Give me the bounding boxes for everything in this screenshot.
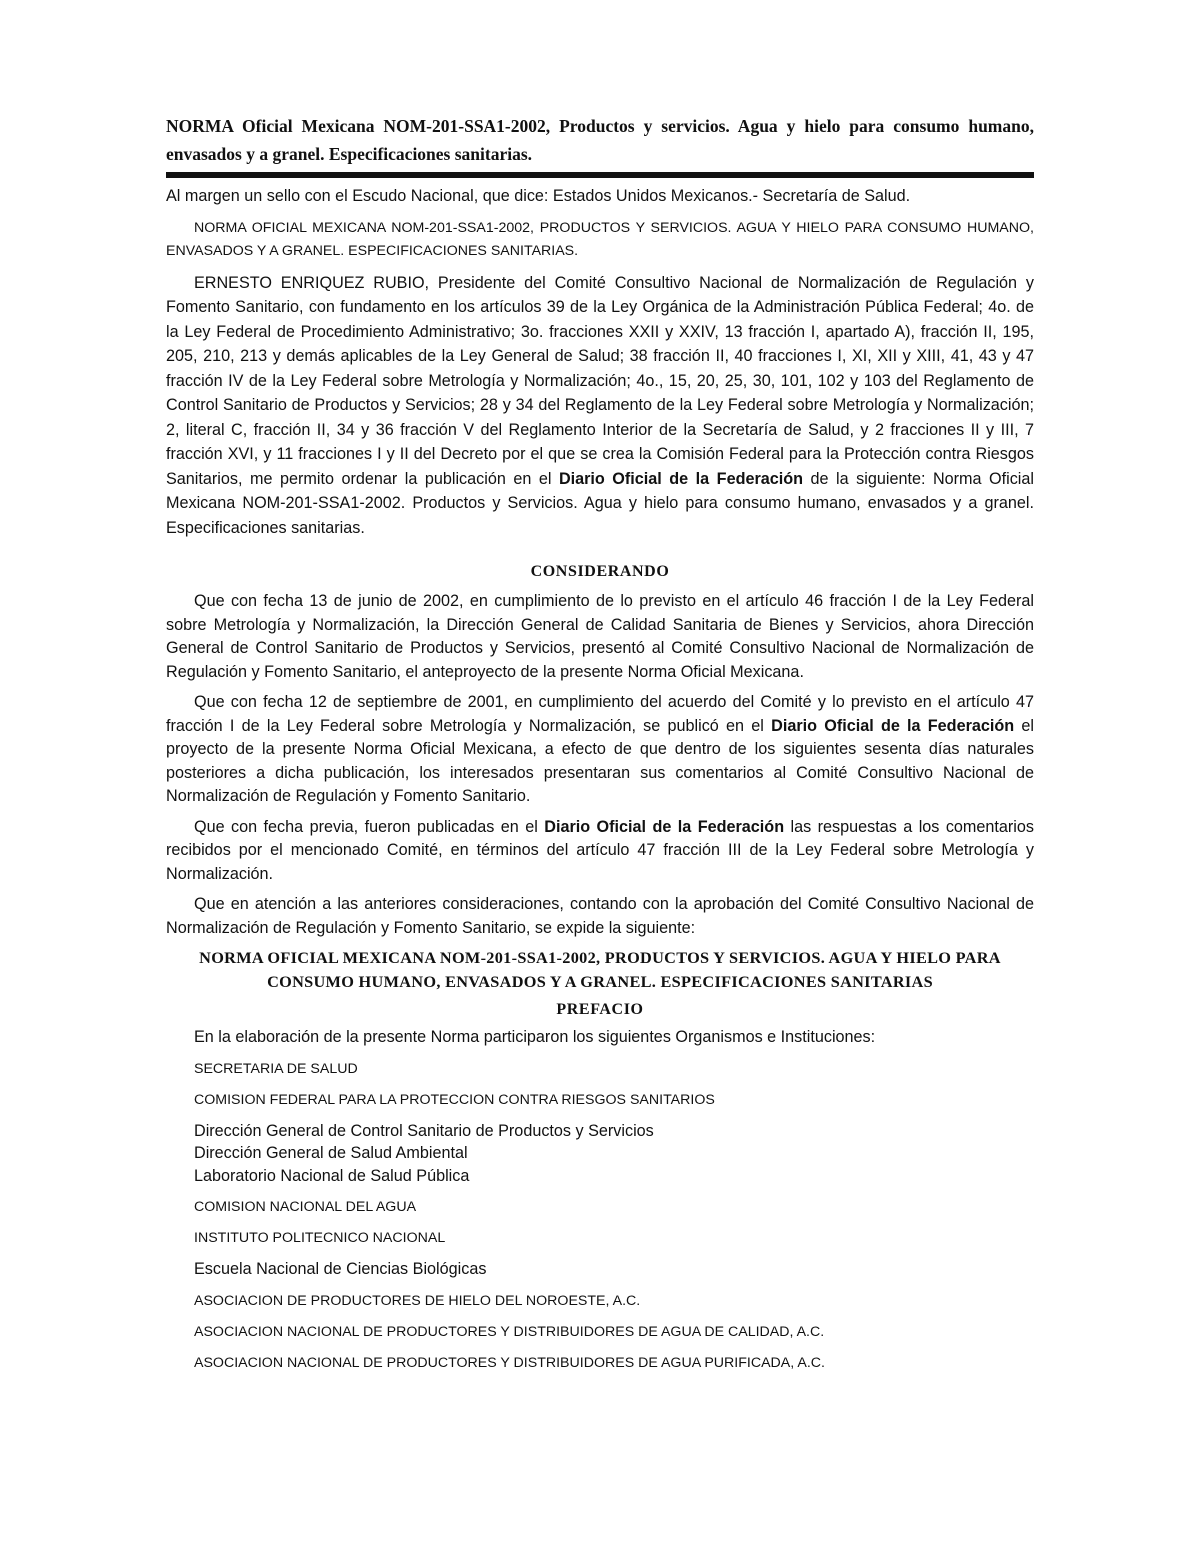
cofepris-subunits — [166, 1120, 1034, 1188]
considerando-p2 — [166, 691, 1034, 809]
considerando-p3 — [166, 816, 1034, 887]
org-ssa: SECRETARIA DE SALUD — [194, 1060, 358, 1077]
considerando-p2-text-a: Que con fecha 12 de septiembre de 2001, en cumplimiento del acuerdo del Comité y lo previsto en el artículo 47 fracción I de la Ley Federal sobre Metrología y Normalización, se publicó en el — [166, 693, 1034, 735]
intro-text-b: de la siguiente: Norma Oficial Mexicana NOM-201-SSA1-2002. Productos y Servicios. Agua y hielo para consumo humano, envasados y a granel. Especificaciones sanitarias. — [166, 469, 1034, 537]
considerando-p2-text-b: el proyecto de la presente Norma Oficial Mexicana, a efecto de que dentro de los siguientes sesenta días naturales posteriores a dicha publicación, los interesados presentaran sus comentarios al Comité Consultivo Nacional de Normalización de Regulación y Fomento Sanitario. — [166, 716, 1034, 805]
prefacio-intro: En la elaboración de la presente Norma participaron los siguientes Organismos e Instituciones: — [194, 1028, 876, 1046]
considerando-p1: Que con fecha 13 de junio de 2002, en cumplimiento de lo previsto en el artículo 46 fracción I de la Ley Federal sobre Metrología y Normalización, la Dirección General de Calidad Sanitaria de Bienes y Servicios, ahora Dirección General de Control Sanitario de Productos y Servicios, presentó al Comité Consultivo Nacional de Normalización de Regulación y Fomento Sanitario, el anteproyecto de la presente Norma Oficial Mexicana. — [166, 592, 1034, 681]
intro-paragraph — [166, 271, 1034, 541]
org-dg-control: Dirección General de Control Sanitario de Productos y Servicios — [194, 1121, 654, 1140]
norm-heading — [166, 946, 1034, 994]
document-title: NORMA Oficial Mexicana NOM-201-SSA1-2002, Productos y servicios. Agua y hielo para consumo humano, envasados y a granel. Especificaciones sanitarias. — [166, 116, 1034, 164]
caps-title: NORMA OFICIAL MEXICANA NOM-201-SSA1-2002, PRODUCTOS Y SERVICIOS. AGUA Y HIELO PARA CONSUMO HUMANO, ENVASADOS Y A GRANEL. ESPECIFICACIONES SANITARIAS. — [166, 219, 1034, 259]
org-conagua: COMISION NACIONAL DEL AGUA — [194, 1199, 417, 1215]
org-dg-ambiental: Dirección General de Salud Ambiental — [194, 1144, 468, 1162]
margin-note: Al margen un sello con el Escudo Nacional, que dice: Estados Unidos Mexicanos.- Secretaría de Salud. — [166, 187, 911, 205]
considerando-p3-text-a: Que con fecha previa, fueron publicadas en el — [194, 817, 538, 836]
title-rule — [166, 172, 1034, 178]
org-agua-purificada: ASOCIACION NACIONAL DE PRODUCTORES Y DISTRIBUIDORES DE AGUA PURIFICADA, A.C. — [194, 1354, 825, 1371]
org-ipn: INSTITUTO POLITECNICO NACIONAL — [194, 1230, 446, 1246]
considerando-p3-bold: Diario Oficial de la Federación — [544, 817, 785, 836]
intro-bold-dof: Diario Oficial de la Federación — [558, 469, 804, 488]
org-cofepris: COMISION FEDERAL PARA LA PROTECCION CONTRA RIESGOS SANITARIOS — [194, 1091, 715, 1108]
norm-heading-line2: CONSUMO HUMANO, ENVASADOS Y A GRANEL. ESPECIFICACIONES SANITARIAS — [267, 972, 933, 991]
considerando-heading: CONSIDERANDO — [530, 563, 670, 580]
prefacio-heading: PREFACIO — [556, 1001, 644, 1018]
org-hielo-noroeste: ASOCIACION DE PRODUCTORES DE HIELO DEL NOROESTE, A.C. — [194, 1292, 641, 1309]
considerando-p4: Que en atención a las anteriores consideraciones, contando con la aprobación del Comité Consultivo Nacional de Normalización de Regulación y Fomento Sanitario, se expide la siguiente: — [166, 895, 1034, 937]
org-agua-calidad: ASOCIACION NACIONAL DE PRODUCTORES Y DISTRIBUIDORES DE AGUA DE CALIDAD, A.C. — [194, 1323, 825, 1340]
considerando-p2-bold: Diario Oficial de la Federación — [771, 716, 1015, 735]
considerando-p3-text-b: las respuestas a los comentarios recibidos por el mencionado Comité, en términos del artículo 47 fracción III de la Ley Federal sobre Metrología y Normalización. — [166, 817, 1035, 883]
document-page — [166, 112, 1034, 1383]
intro-text-a: ERNESTO ENRIQUEZ RUBIO, Presidente del Comité Consultivo Nacional de Normalización de Regulación y Fomento Sanitario, con fundamento en los artículos 39 de la Ley Orgánica de la Administración Pública Federal; 4o. de la Ley Federal de Procedimiento Administrativo; 3o. fracciones XXII y XXIV, 13 fracción I, apartado A), fracción II, 195, 205, 210, 213 y demás aplicables de la Ley General de Salud; 38 fracción II, 40 fracciones I, XI, XII y XIII, 41, 43 y 47 fracción IV de la Ley Federal sobre Metrología y Normalización; 4o., 15, 20, 25, 30, 101, 102 y 103 del Reglamento de Control Sanitario de Productos y Servicios; 28 y 34 del Reglamento de la Ley Federal sobre Metrología y Normalización; 2, literal C, fracción II, 34 y 36 fracción V del Reglamento Interior de la Secretaría de Salud, y 2 fracciones II y III, 7 fracción XVI, y 11 fracciones I y II del Decreto por el que se crea la Comisión Federal para la Protección contra Riesgos Sanitarios, me permito ordenar la publicación en el — [166, 273, 1034, 488]
org-encb: Escuela Nacional de Ciencias Biológicas — [194, 1260, 487, 1278]
norm-heading-line1: NORMA OFICIAL MEXICANA NOM-201-SSA1-2002, PRODUCTOS Y SERVICIOS. AGUA Y HIELO PARA — [199, 948, 1001, 967]
org-lab-nacional: Laboratorio Nacional de Salud Pública — [194, 1166, 470, 1185]
